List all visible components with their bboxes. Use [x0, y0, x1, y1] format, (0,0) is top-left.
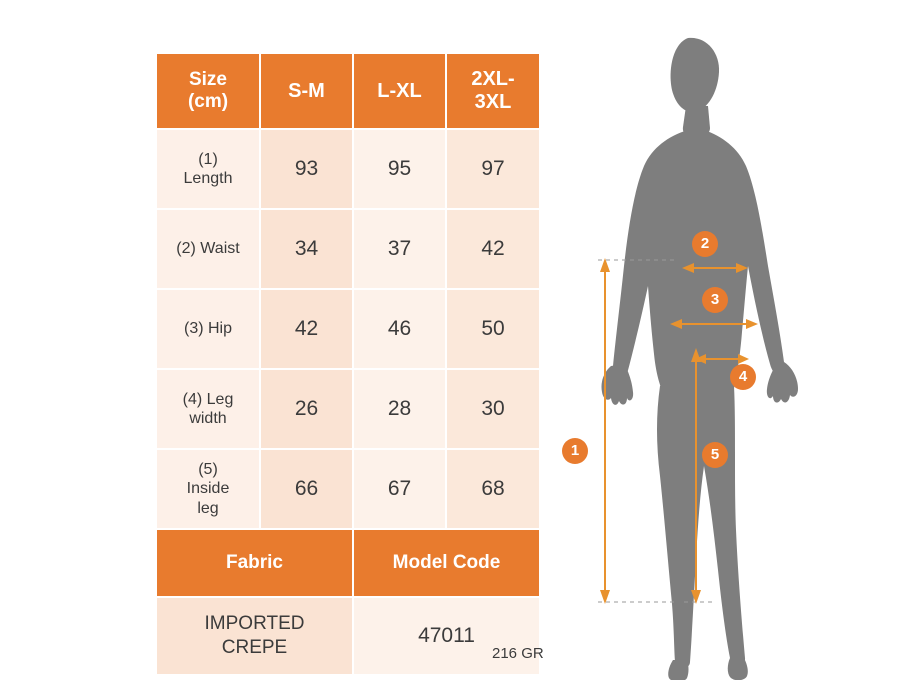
- footer-value-fabric: [156, 597, 353, 675]
- badge-3: 3: [702, 287, 728, 313]
- cell-inside-leg-2xl: 68: [446, 449, 540, 529]
- header-2xl-line1: 2XL-: [471, 68, 515, 90]
- footer-value-fabric-line1: IMPORTED: [204, 613, 305, 635]
- row-label-length-line2: Length: [183, 170, 233, 187]
- cell-leg-width-2xl: 30: [446, 369, 540, 449]
- footer-header-fabric: Fabric: [156, 529, 353, 597]
- row-label-inside-leg-line2: Inside: [186, 480, 230, 498]
- arrow-hip-head-right: [746, 319, 758, 329]
- table-row: [156, 289, 540, 369]
- cell-hip-lxl: 46: [353, 289, 446, 369]
- cell-length-sm: 93: [260, 129, 353, 209]
- table-row: [156, 209, 540, 289]
- cell-inside-leg-sm: 66: [260, 449, 353, 529]
- cell-leg-width-sm: 26: [260, 369, 353, 449]
- row-label-length: [156, 129, 260, 209]
- cell-hip-2xl: 50: [446, 289, 540, 369]
- badge-4: 4: [730, 364, 756, 390]
- table-row: [156, 369, 540, 449]
- row-label-inside-leg-line3: leg: [197, 499, 219, 517]
- row-label-waist: [156, 209, 260, 289]
- badge-5: 5: [702, 442, 728, 468]
- row-label-length-line1: (1): [198, 150, 218, 168]
- badge-2: 2: [692, 231, 718, 257]
- cell-waist-2xl: 42: [446, 209, 540, 289]
- header-2xl-line2: 3XL: [474, 91, 512, 113]
- weight-note: 216 GR: [492, 645, 544, 662]
- badge-1: 1: [562, 438, 588, 464]
- table-header-row: [156, 53, 540, 129]
- cell-length-2xl: 97: [446, 129, 540, 209]
- table-footer-header-row: [156, 529, 540, 597]
- header-sm: S-M: [260, 53, 353, 129]
- footer-value-fabric-line2: CREPE: [221, 637, 288, 658]
- row-label-leg-width-line2: width: [189, 410, 227, 427]
- table-row: [156, 449, 540, 529]
- cell-leg-width-lxl: 28: [353, 369, 446, 449]
- footer-value-model-code: 47011: [353, 597, 540, 675]
- header-lxl: L-XL: [353, 53, 446, 129]
- female-figure-illustration: [556, 14, 912, 680]
- cell-length-lxl: 95: [353, 129, 446, 209]
- cell-inside-leg-lxl: 67: [353, 449, 446, 529]
- cell-hip-sm: 42: [260, 289, 353, 369]
- row-label-hip: [156, 289, 260, 369]
- cell-waist-lxl: 37: [353, 209, 446, 289]
- table-row: [156, 129, 540, 209]
- table-footer-row: [156, 597, 540, 675]
- header-size-line1: Size: [188, 69, 228, 91]
- row-label-waist-line1: (2) Waist: [176, 240, 240, 258]
- row-label-leg-width: [156, 369, 260, 449]
- cell-waist-sm: 34: [260, 209, 353, 289]
- size-table: [155, 52, 541, 676]
- row-label-inside-leg: [156, 449, 260, 529]
- row-label-leg-width-line1: (4) Leg: [182, 390, 234, 408]
- size-table-container: [155, 52, 539, 676]
- header-size-line2: (cm): [187, 91, 229, 112]
- header-size: [156, 53, 260, 129]
- header-2xl-3xl: [446, 53, 540, 129]
- row-label-inside-leg-line1: (5): [198, 461, 218, 479]
- footer-header-model-code: Model Code: [353, 529, 540, 597]
- figure-panel: [556, 14, 912, 680]
- arrow-leg-width-head-right: [738, 354, 749, 364]
- row-label-hip-line1: (3) Hip: [183, 320, 232, 338]
